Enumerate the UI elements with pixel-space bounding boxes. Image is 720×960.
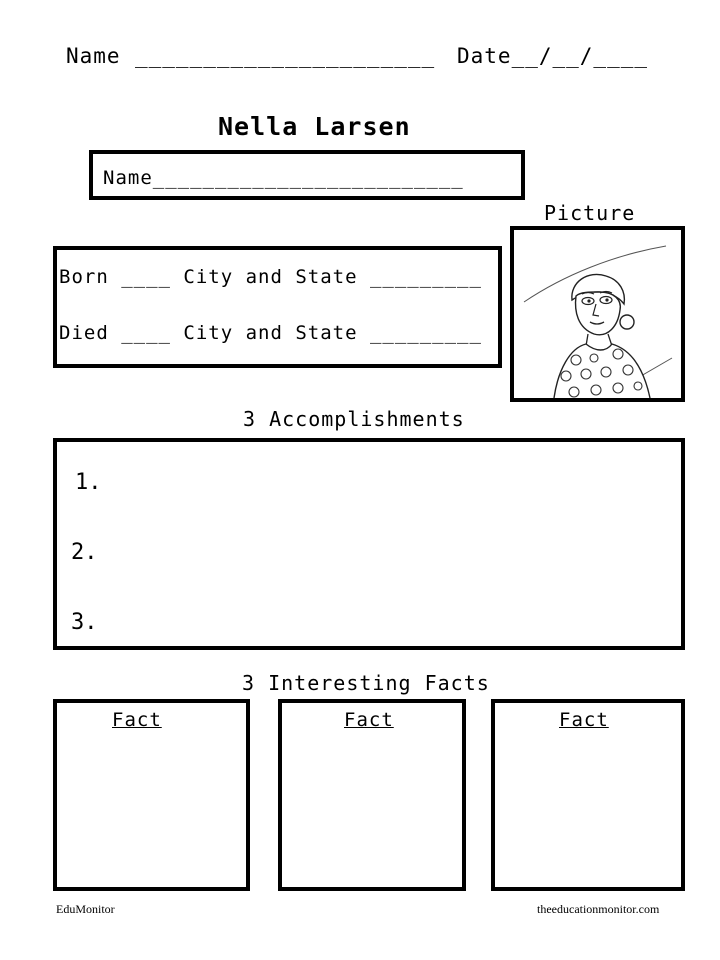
fact-label: Fact <box>344 709 394 731</box>
accomplishment-number: 3. <box>71 610 98 635</box>
accomplishments-heading: 3 Accomplishments <box>243 407 465 431</box>
accomplishments-box[interactable] <box>53 438 685 650</box>
page-title: Nella Larsen <box>218 112 411 141</box>
footer-website[interactable]: theeducationmonitor.com <box>537 902 660 916</box>
fact-box[interactable] <box>491 699 685 891</box>
accomplishment-number: 2. <box>71 540 98 565</box>
picture-frame <box>510 226 685 402</box>
fact-label: Fact <box>112 709 162 731</box>
died-line: Died ____ City and State _________ <box>59 322 482 344</box>
name-box[interactable] <box>89 150 525 200</box>
fact-box[interactable] <box>53 699 250 891</box>
date-field[interactable]: Date__/__/____ <box>457 44 649 68</box>
fact-box[interactable] <box>278 699 466 891</box>
life-dates-box[interactable] <box>53 246 502 368</box>
name-box-text: Name_________________________ <box>103 167 464 189</box>
facts-heading: 3 Interesting Facts <box>242 671 490 695</box>
name-label: Name <box>66 44 121 68</box>
born-line: Born ____ City and State _________ <box>59 266 482 288</box>
woman-portrait-illustration <box>514 230 681 398</box>
footer-brand: EduMonitor <box>56 902 115 916</box>
fact-label: Fact <box>559 709 609 731</box>
picture-label: Picture <box>544 201 636 225</box>
name-blank-field[interactable]: ______________________ <box>135 44 436 68</box>
accomplishment-number: 1. <box>75 470 102 495</box>
